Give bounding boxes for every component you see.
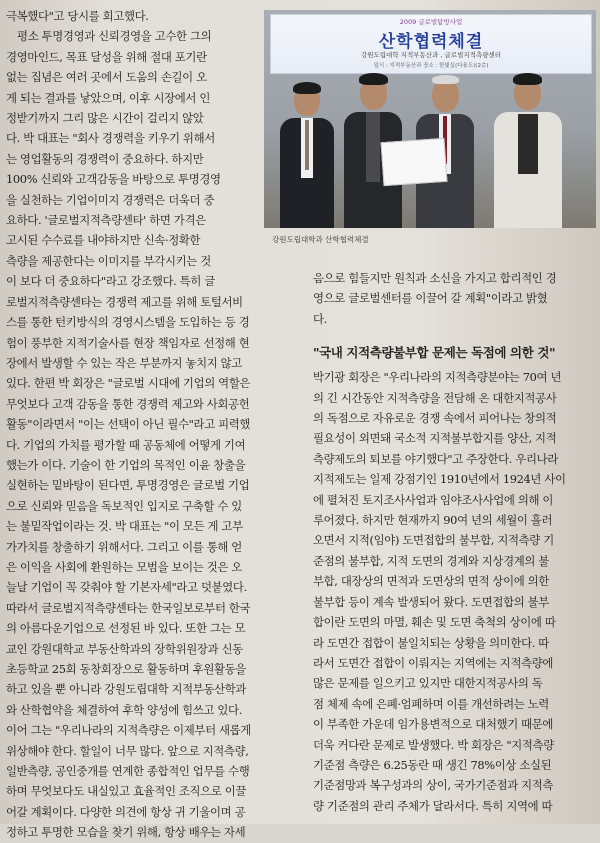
text-line: 게 되는 결과를 낳았으며, 이후 시장에서 인 — [6, 90, 211, 105]
text-line: 극복했다"고 당시를 회고했다. — [6, 9, 149, 23]
text-line: 위상해야 한다. 할일이 너무 많다. 앞으로 지적측량, — [6, 743, 249, 758]
text-line: 100% 신뢰와 고객감동을 바탕으로 투명경영 — [6, 172, 221, 187]
text-line: 가가치를 창출하기 위해서다. 그리고 이를 통해 얻 — [6, 539, 242, 554]
text-line: 으로 신뢰와 믿음을 독보적인 입지로 구축할 수 있 — [6, 498, 242, 513]
text-line: 을 실천하는 기업이미지 경쟁력은 더욱더 중 — [6, 192, 215, 207]
text-line: 다. — [313, 311, 327, 326]
text-line: 정받기까지 그리 많은 시간이 걸리지 않았 — [6, 111, 204, 126]
text-line: 고시된 수수료를 내야하지만 신속·정확한 — [6, 233, 201, 248]
person-4 — [490, 70, 566, 228]
signed-agreement-document — [381, 138, 448, 186]
left-column-text — [6, 6, 302, 843]
text-line: 따라서 글로벌지적측량센타는 한국일보로부터 한국 — [6, 600, 251, 615]
text-line: 더욱 커다란 문제로 발생했다. 박 회장은 "지적측량 — [313, 737, 554, 752]
text-line: 불부합 등이 계속 발생되어 왔다. 도면접합의 불부 — [313, 594, 549, 609]
text-line: 없는 집념은 여러 곳에서 도움의 손길이 오 — [6, 70, 207, 85]
text-line: 실현하는 밑바탕이 된다면, 투명경영은 글로벌 기업 — [6, 478, 250, 493]
photo-block — [264, 10, 596, 254]
article-right-column — [313, 268, 597, 816]
text-line: 기준점망과 복구성과의 상이, 국가기준점과 지적측 — [313, 778, 554, 793]
text-line: 량 기준점의 관리 주체가 달라서다. 특히 지역에 따 — [313, 798, 553, 813]
text-line: 에 펼쳐진 토지조사사업과 임야조사사업에 의해 이 — [313, 492, 554, 507]
text-line: 요하다. '글로벌지적측량센타' 하면 가격은 — [6, 213, 206, 228]
text-line: 라서 도면간 접합이 이뤄지는 지역에는 지적측량에 — [313, 655, 554, 670]
text-line: 부합, 대장상의 면적과 도면상의 면적 상이에 의한 — [313, 574, 549, 589]
text-line: 있다. 한편 박 회장은 "글로벌 시대에 기업의 역할은 — [6, 376, 251, 391]
text-line: 늘날 기업이 꼭 갖춰야 할 기본자세"라고 덧붙였다. — [6, 580, 247, 595]
text-line: 측량을 제공한다는 이미지를 부각시키는 것 — [6, 253, 211, 268]
text-line: 스를 통한 턴키방식의 경영시스템을 도입하는 등 경 — [6, 315, 250, 330]
text-line: 의 아름다운기업으로 선정된 바 있다. 또한 그는 모 — [6, 621, 246, 636]
text-line: 장에서 발생할 수 있는 작은 부분까지 놓치지 않고 — [6, 355, 242, 370]
text-line: 이어 그는 "우리나라의 지적측량은 이제부터 새롭게 — [6, 723, 251, 738]
banner-small-text: 2009 글로벌탐방사업 — [399, 18, 463, 26]
right-column-intro-text — [313, 268, 597, 329]
text-line: 로벌지적측량센타는 경쟁력 제고를 위해 토털서비 — [6, 294, 243, 309]
text-line: 활동"이라면서 "이는 선택이 아닌 필수"라고 피력했 — [6, 417, 251, 432]
text-line: 교인 강원대학교 부동산학과의 장학위원장과 신동 — [6, 641, 243, 656]
event-banner — [270, 14, 592, 74]
text-line: 다. 기업의 가치를 평가할 때 공동체에 어떻게 기여 — [6, 437, 246, 452]
text-line: 경영마인드, 목표 달성을 위해 절대 포기란 — [6, 49, 207, 64]
text-line: 지적제도는 일제 강점기인 1910년에서 1924년 사이 — [313, 472, 566, 487]
text-line: 하며 무엇보다도 내실있고 효율적인 조직으로 이끌 — [6, 784, 247, 799]
text-line: 합이란 도면의 마멸, 훼손 및 도면 축척의 상이에 따 — [313, 615, 556, 630]
text-line: 음으로 힘들지만 원칙과 소신을 가지고 합리적인 경 — [313, 271, 557, 285]
text-line: 많은 문제를 일으키고 있지만 대한지적공사의 독 — [313, 676, 543, 691]
text-line: 측량제도의 퇴보를 야기했다"고 주장한다. 우리나라 — [313, 451, 558, 466]
text-line: 은 이익을 사회에 환원하는 모범을 보이는 것은 오 — [6, 559, 242, 574]
text-line: 무엇보다 고객 감동을 통한 경쟁력 제고와 사회공헌 — [6, 396, 250, 411]
right-column-body-text — [313, 367, 597, 816]
ceremony-photo — [264, 10, 596, 228]
text-line: 의 독점으로 자유로운 경쟁 속에서 피어나는 창의적 — [313, 411, 557, 426]
photo-caption: 강원도립대학과 산학협력체결 — [272, 235, 369, 244]
text-line: 의 긴 시간동안 지적측량을 전담해 온 대한지적공사 — [313, 390, 557, 405]
text-line: 어갈 계획이다. 다양한 의견에 항상 귀 기울이며 공 — [6, 804, 246, 819]
text-line: 준점의 불부합, 지적 도면의 경계와 지상경계의 불 — [313, 553, 549, 568]
text-line: 평소 투명경영과 신뢰경영을 고수한 그의 — [6, 29, 212, 44]
text-line: 영으로 글로벌센터를 이끌어 갈 계획"이라고 밝혔 — [313, 291, 548, 306]
text-line: 하고 있을 뿐 아니라 강원도립대학 지적부동산학과 — [6, 682, 247, 697]
text-line: 했는가 이다. 기술이 한 기업의 목적인 이윤 창출을 — [6, 457, 246, 472]
text-line: 이 부족한 가운데 임가용변적으로 대처했기 때문에 — [313, 717, 554, 732]
text-line: 루어졌다. 하지만 현재까지 90여 년의 세월이 흘러 — [313, 513, 553, 528]
banner-info: 일시 : 지적부동산과 장소 : 한빛실(다용도)(2층) — [373, 63, 489, 69]
banner-title: 산학협력체결 — [378, 32, 484, 52]
text-line: 는 불밑작업이라는 것. 박 대표는 "이 모든 게 고부 — [6, 519, 243, 534]
text-line: 와 산학협약을 체결하여 후학 양성에 힘쓰고 있다. — [6, 702, 242, 717]
text-line: 박기광 회장은 "우리나라의 지적측량분야는 70여 년 — [313, 370, 562, 385]
text-line: 점 체제 속에 은폐·엄폐하며 이를 개선하려는 노력 — [313, 696, 549, 711]
text-line: 초등학교 25회 동창회장으로 활동하며 후원활동을 — [6, 662, 246, 676]
text-line: 정하고 투명한 모습을 찾기 위해, 항상 배우는 자세 — [6, 825, 246, 840]
text-line: 라 도면간 접합이 불일치되는 상황을 의미한다. 따 — [313, 635, 549, 650]
section-heading: "국내 지적측량불부합 문제는 독점에 의한 것" — [313, 345, 556, 361]
text-line: 기준점 측량은 6.25동란 때 생긴 78%이상 소실된 — [313, 757, 552, 772]
article-left-column — [6, 6, 302, 843]
text-line: 험이 풍부한 지적기술사를 현장 책임자로 선정해 현 — [6, 335, 250, 350]
text-line: 다. 박 대표는 "회사 경쟁력을 키우기 위해서 — [6, 131, 215, 146]
text-line: 는 영업활동의 경쟁력이 중요하다. 하지만 — [6, 151, 204, 166]
text-line: 오면서 지적(임야) 도면접합의 불부합, 지적측량 기 — [313, 533, 554, 548]
banner-subtitle: 강원도립대학 지적부동산과 , 글로벌지적측량센터 — [360, 51, 502, 59]
text-line: 이 보다 더 중요하다"라고 강조했다. 특히 글 — [6, 274, 215, 289]
text-line: 필요성이 외면돼 국소적 지적불부합지를 양산, 지적 — [313, 431, 557, 446]
text-line: 일반측량, 공인중개를 연계한 종합적인 업무를 수행 — [6, 764, 250, 779]
